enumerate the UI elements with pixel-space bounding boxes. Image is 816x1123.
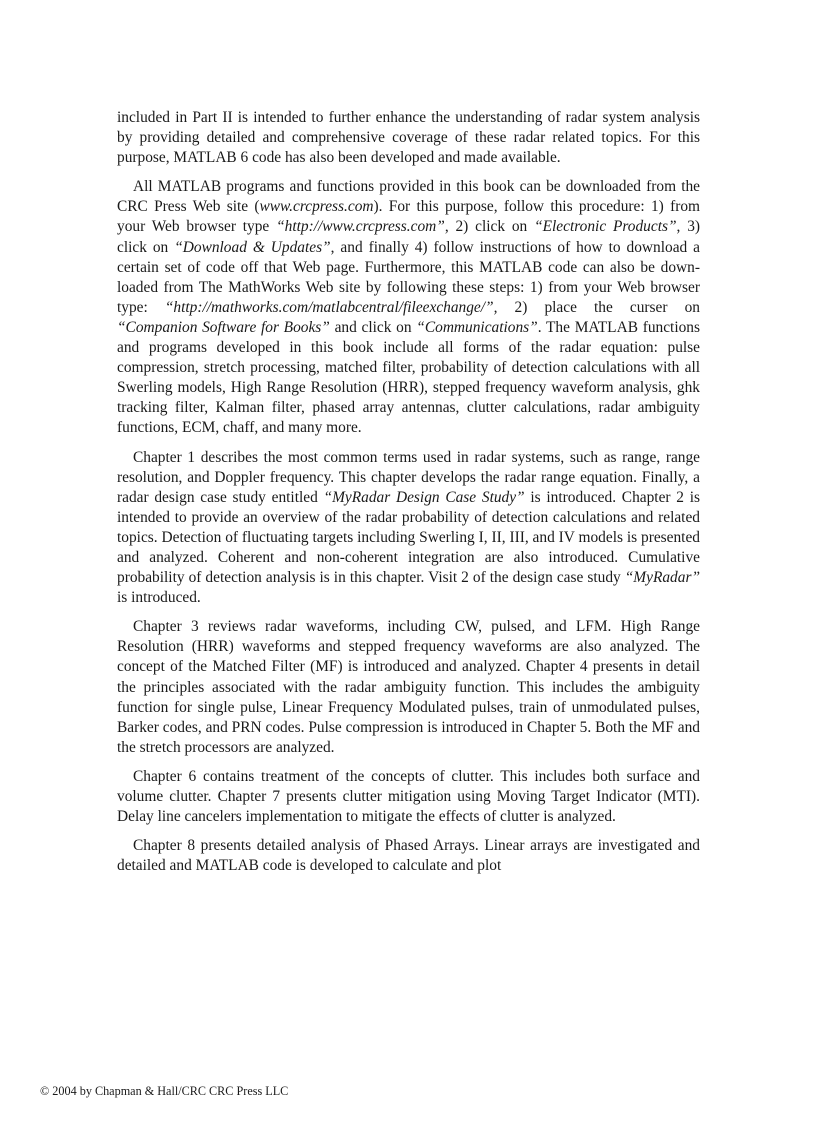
- italic-run: “Companion Software for Books”: [117, 318, 330, 336]
- text-run: and click on: [329, 318, 417, 336]
- paragraph-matlab-download: [117, 177, 700, 438]
- paragraph-intro-continued: [117, 108, 700, 168]
- text-run: , and finally 4) follow instructions of how to download a certain set of code off that Web page. Furthermore, this MATLAB code can also be downloaded from The MathWorks Web site by following these steps: 1) from your Web browser type:: [117, 238, 701, 316]
- paragraph-chapters-3-5: [117, 617, 700, 758]
- text-run: Chapter 8 presents detailed analysis of Phased Arrays. Linear arrays are investigated and detailed and MATLAB code is developed to calculate and plot: [117, 837, 700, 875]
- text-run: included in Part II is intended to further enhance the understanding of radar system analysis by providing detailed and comprehensive coverage of these radar related topics. For this purpose, MATLAB 6 code has also been developed and made available.: [117, 109, 700, 167]
- italic-run: “http://www.crcpress.com”: [276, 218, 445, 236]
- italic-run: “MyRadar Design Case Study”: [323, 488, 525, 506]
- copyright-footer: © 2004 by Chapman & Hall/CRC CRC Press LLC: [40, 1084, 289, 1098]
- text-run: Chapter 3 reviews radar waveforms, including CW, pulsed, and LFM. High Range Resolution (HRR) waveforms and stepped frequency waveforms are also analyzed. The concept of the Matched Filter (MF) is introduced and analyzed. Chapter 4 presents in detail the principles associated with the radar ambiguity function. This includes the ambiguity function for single pulse, Linear Frequency Modulated pulses, train of unmodulated pulses, Barker codes, and PRN codes. Pulse compression is introduced in Chapter 5. Both the MF and the stretch processors are analyzed.: [117, 618, 700, 756]
- italic-run: “Electronic Products”: [534, 218, 677, 236]
- text-run: 2) place the curser on: [497, 298, 700, 316]
- text-run: All MATLAB programs and functions provided in this book can be downloaded from the CRC Press Web site (: [117, 178, 700, 216]
- paragraph-chapter-8: [117, 836, 700, 876]
- page-body: [117, 108, 700, 885]
- text-run: Chapter 6 contains treatment of the concepts of clutter. This includes both surface and volume clutter. Chapter 7 presents clutter mitigation using Moving Target Indicator (MTI). Delay line cancelers implementation to mitigate the effects of clutter is analyzed.: [117, 767, 700, 826]
- italic-run: “MyRadar”: [624, 569, 700, 587]
- paragraph-chapters-6-7: [117, 767, 700, 827]
- paragraph-chapters-1-2: [117, 448, 700, 609]
- italic-run: “Download & Updates”: [174, 238, 331, 256]
- text-run: , 3) click on: [117, 218, 701, 256]
- text-run: ). For this purpose, follow this procedure: 1) from your Web browser type: [117, 198, 700, 236]
- italic-run: “http://mathworks.com/matlabcentral/fileexchange/”,: [164, 298, 498, 316]
- text-run: is introduced.: [117, 589, 201, 607]
- text-run: . The MATLAB functions and programs developed in this book include all forms of the radar equation: pulse compression, stretch processing, matched filter, probability of detection calculations with all Swerling models, High Range Resolution (HRR), stepped frequency waveform analysis, ghk tracking filter, Kalman filter, phased array antennas, clutter calculations, radar ambiguity functions, ECM, chaff, and many more.: [117, 318, 700, 437]
- text-run: Chapter 1 describes the most common terms used in radar systems, such as range, range resolution, and Doppler frequency. This chapter develops the radar range equation. Finally, a radar design case study entitled: [117, 448, 700, 506]
- text-run: is introduced. Chapter 2 is intended to provide an overview of the radar probability of detection calculations and related topics. Detection of fluctuating targets including Swerling I, II, III, and IV models is presented and analyzed. Coherent and non-coherent integration are also introduced. Cumulative probability of detection analysis is in this chapter. Visit 2 of the design case study: [117, 488, 700, 587]
- italic-run: www.crcpress.com: [259, 198, 374, 216]
- text-run: , 2) click on: [444, 218, 535, 236]
- italic-run: “Communications”: [416, 318, 538, 336]
